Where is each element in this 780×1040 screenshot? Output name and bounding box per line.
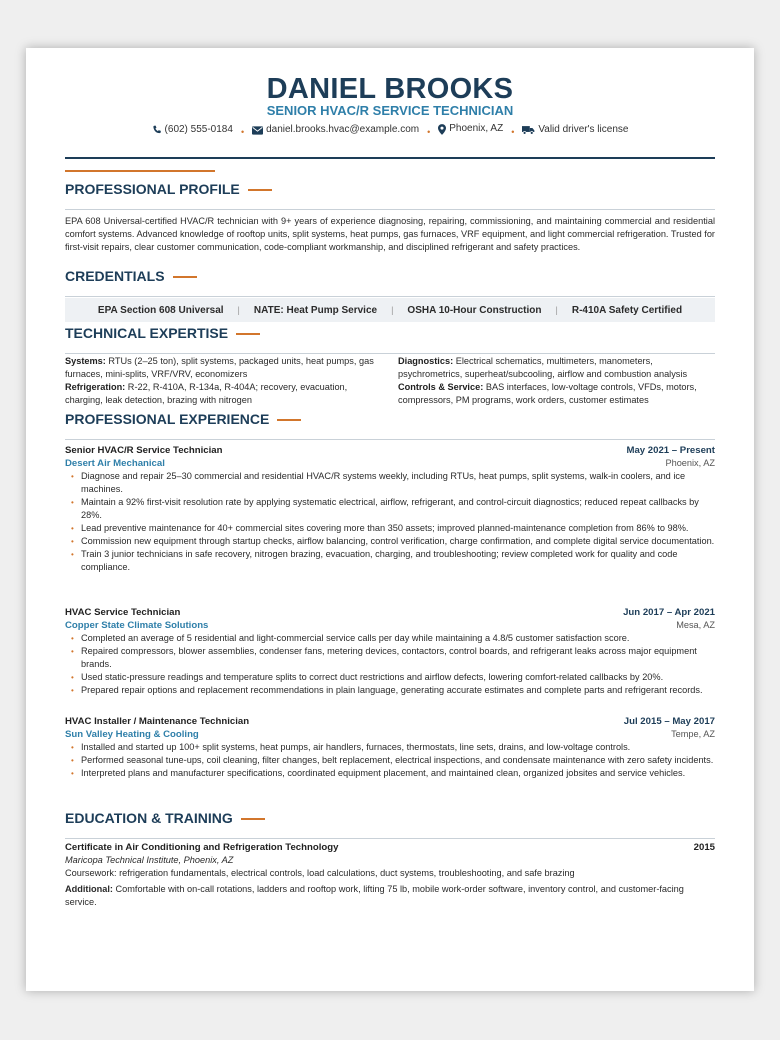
education-coursework: Coursework: refrigeration fundamentals, electrical controls, load calculations, duct systems, troubleshooting, and safe brazing (65, 868, 575, 878)
job-bullet: • Performed seasonal tune-ups, coil cleaning, filter changes, belt replacement, electrical inspections, and condensate maintenance with zero safety incidents. (65, 754, 715, 767)
job-title: HVAC Installer / Maintenance Technician (65, 716, 250, 727)
job-dates: May 2021 – Present (626, 445, 715, 456)
contact-separator: • (427, 126, 431, 137)
job-location: Tempe, AZ (671, 729, 715, 739)
header-divider (65, 157, 715, 159)
job-bullet: • Installed and started up 100+ split systems, heat pumps, air handlers, furnaces, thermostats, line sets, drains, and low-voltage controls. (65, 741, 715, 754)
job-bullet: • Completed an average of 5 residential and light-commercial service calls per day while maintaining a 4.8/5 customer satisfaction score. (65, 632, 715, 645)
section-title-credentials: CREDENTIALS (65, 268, 197, 285)
expertise-column-right (398, 355, 716, 407)
job-bullet: • Commission new equipment through startup checks, airflow balancing, control verification, charge confirmation, and complete digital service documentation. (65, 535, 715, 548)
section-accent (236, 333, 260, 335)
job-bullets (65, 470, 715, 574)
section-accent (241, 818, 265, 820)
job-bullet: • Prepared repair options and replacement recommendations in plain language, generating accurate estimates and complete parts and refrigerant records. (65, 684, 715, 697)
job-entry (65, 444, 715, 574)
contact-separator: • (240, 126, 245, 137)
expertise-entry: Refrigeration: R-22, R-410A, R-134a, R-404A; recovery, evacuation, charging, leak detection, brazing with nitrogen (65, 382, 348, 405)
expertise-entry: Diagnostics: Electrical schematics, multimeters, manometers, psychrometrics, superheat/subcooling, airflow and combustion analysis (398, 356, 688, 379)
credential-separator: | (391, 305, 394, 315)
education-entry (65, 841, 715, 909)
expertise-entry: Controls & Service: BAS interfaces, low-voltage controls, VFDs, motors, compressors, PM programs, work orders, customer estimates (398, 382, 697, 405)
contact-separator: • (511, 126, 515, 137)
education-degree: Certificate in Air Conditioning and Refrigeration Technology (65, 842, 339, 853)
job-dates: Jul 2015 – May 2017 (623, 716, 715, 727)
job-title: HVAC Service Technician (65, 607, 181, 618)
header-accent-divider (65, 170, 215, 172)
phone-icon (152, 125, 162, 135)
map-pin-icon (438, 124, 446, 135)
education-institution: Maricopa Technical Institute, Phoenix, AZ (65, 855, 234, 865)
profile-summary: EPA 608 Universal-certified HVAC/R technician with 9+ years of experience diagnosing, repairing, commissioning, and maintaining commercial and residential comfort systems. Advanced knowledge of rooftop units, split systems, heat pumps, gas furnaces, VRF equipment, and light commercial refrigeration. Trusted for first-visit repairs, clear customer communication, code-compliant workmanship, and disciplined refrigerant and safety practices. (65, 216, 715, 252)
expertise-entry: Systems: RTUs (2–25 ton), split systems, packaged units, heat pumps, gas furnaces, mini-splits, VRF/VRV, economizers (65, 356, 374, 379)
job-bullets (65, 632, 715, 697)
job-bullet: • Lead preventive maintenance for 40+ commercial sites covering more than 350 assets; improved planned-maintenance completion from 86% to 98%. (65, 522, 715, 535)
job-title: Senior HVAC/R Service Technician (65, 445, 223, 456)
candidate-name: DANIEL BROOKS (266, 73, 514, 105)
section-accent (173, 276, 197, 278)
credential-separator: | (237, 305, 240, 315)
job-bullets (65, 741, 715, 780)
resume-page (26, 48, 754, 991)
envelope-icon (252, 126, 263, 135)
section-divider (65, 353, 715, 354)
contact-phone: (602) 555-0184 (152, 123, 233, 137)
job-company: Desert Air Mechanical (65, 458, 165, 469)
candidate-title: SENIOR HVAC/R SERVICE TECHNICIAN (266, 103, 514, 118)
job-company: Sun Valley Heating & Cooling (65, 729, 199, 740)
job-bullet: • Interpreted plans and manufacturer specifications, coordinated equipment placement, and maintained clean, organized jobsites and service vehicles. (65, 767, 715, 780)
section-divider (65, 838, 715, 839)
section-title-expertise: TECHNICAL EXPERTISE (65, 325, 260, 342)
section-divider (65, 296, 715, 297)
job-entry (65, 715, 715, 780)
education-additional: Additional: Comfortable with on-call rotations, ladders and rooftop work, lifting 75 lb, mobile work-order software, inventory control, and customer-facing service. (65, 884, 684, 907)
section-title-education: EDUCATION & TRAINING (65, 810, 265, 827)
job-entry (65, 606, 715, 697)
section-accent (277, 419, 301, 421)
credential-item: R-410A Safety Certified (571, 304, 683, 316)
contact-line (65, 122, 715, 140)
credential-item: NATE: Heat Pump Service (253, 304, 378, 316)
credential-item: OSHA 10-Hour Construction (407, 304, 542, 316)
section-accent (248, 189, 272, 191)
credential-item: EPA Section 608 Universal (97, 304, 224, 316)
credentials-bar (65, 298, 715, 322)
expertise-column-left (65, 355, 383, 407)
job-bullet: • Diagnose and repair 25–30 commercial and residential HVAC/R systems weekly, including RTUs, heat pumps, split systems, walk-in coolers, and ice machines. (65, 470, 715, 496)
contact-email: daniel.brooks.hvac@example.com (252, 123, 419, 137)
job-company: Copper State Climate Solutions (65, 620, 209, 631)
education-year: 2015 (693, 842, 715, 853)
section-title-experience: PROFESSIONAL EXPERIENCE (65, 411, 301, 428)
section-divider (65, 209, 715, 210)
job-bullet: • Train 3 junior technicians in safe recovery, nitrogen brazing, evacuation, charging, and troubleshooting; review completed work for quality and code compliance. (65, 548, 715, 574)
contact-location: Phoenix, AZ (438, 122, 503, 136)
job-bullet: • Used static-pressure readings and temperature splits to correct duct restrictions and airflow defects, lowering comfort-related callbacks by 20%. (65, 671, 715, 684)
section-divider (65, 439, 715, 440)
job-location: Phoenix, AZ (665, 458, 715, 468)
job-dates: Jun 2017 – Apr 2021 (623, 607, 715, 618)
section-title-profile: PROFESSIONAL PROFILE (65, 181, 272, 198)
job-location: Mesa, AZ (676, 620, 715, 630)
contact-license: Valid driver's license (522, 123, 628, 137)
job-bullet: • Maintain a 92% first-visit resolution rate by applying systematic electrical, airflow, refrigerant, and control-circuit diagnostics; reduced repeat callbacks by 28%. (65, 496, 715, 522)
credential-separator: | (555, 305, 558, 315)
job-bullet: • Repaired compressors, blower assemblies, condenser fans, metering devices, contactors, control boards, and refrigerant leaks across major equipment brands. (65, 645, 715, 671)
truck-icon (522, 125, 535, 135)
